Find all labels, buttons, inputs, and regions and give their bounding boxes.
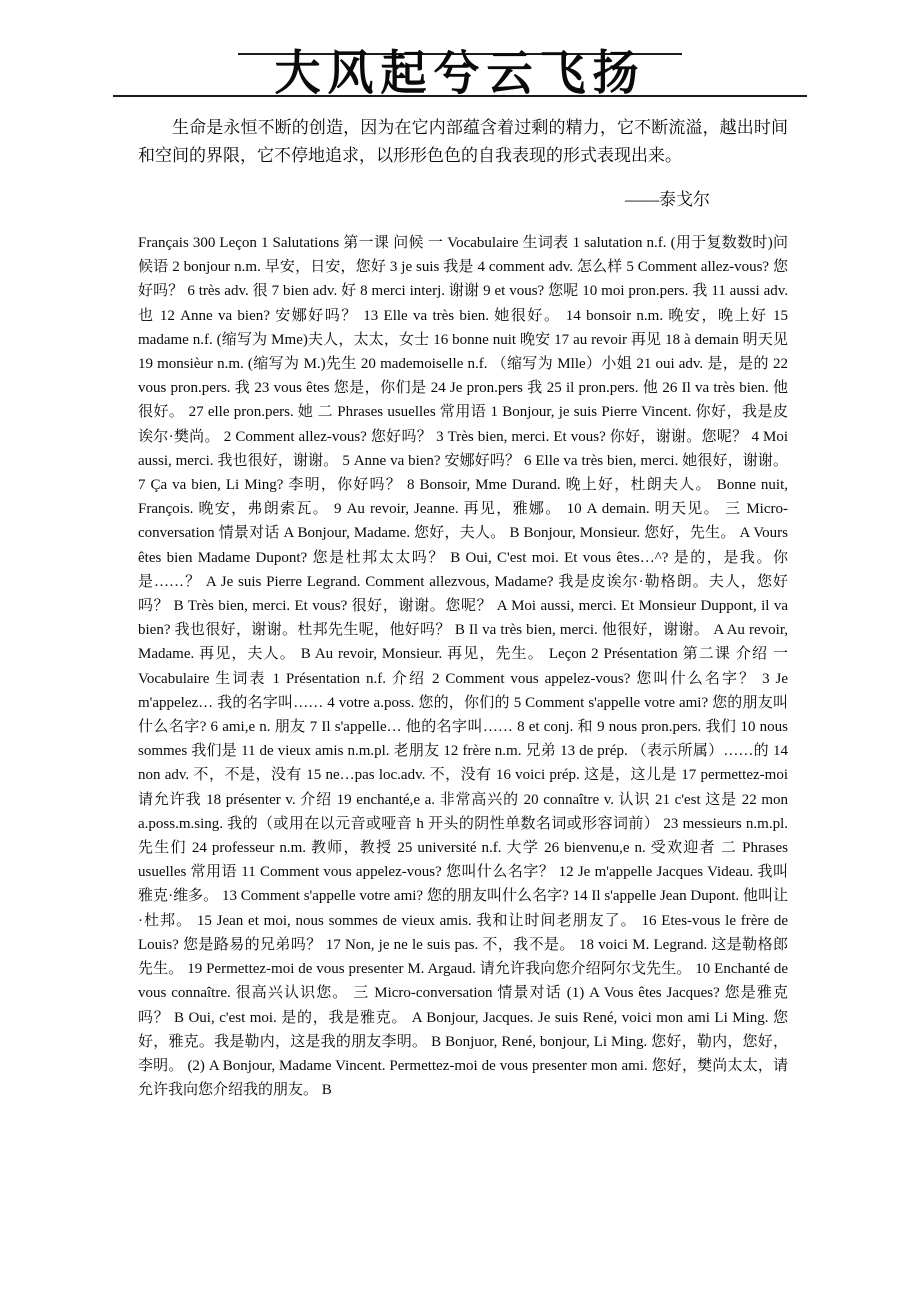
quote-attribution: ——泰戈尔 [625,190,710,209]
lesson-body-text: Français 300 Leçon 1 Salutations 第一课 问候 一 Vocabulaire 生词表 1 salutation n.f. (用于复数数时)问候语 2 bonjour n.m. 早安，日安，您好 3 je suis 我是 4 comment adv. 怎么样 5 Comment allez-vous? 您好吗？ 6 très adv. 很 7 bien adv. 好 8 merci interj. 谢谢 9 et vous? 您呢 10 moi pron.pers. 我 11 aussi adv. 也 12 Anne va bien? 安娜好吗？ 13 Elle va très bien. 她很好。 14 bonsoir n.m. 晚安，晚上好 15 madame n.f. (缩写为 Mme)夫人，太太，女士 16 bonne nuit 晚安 17 au revoir 再见 18 à demain 明天见 19 monsièur n.m. (缩写为 M.)先生 20 mademoiselle n.f. （缩写为 Mlle）小姐 21 oui adv. 是，是的 22 vous pron.pers. 我 23 vous êtes 您是，你们是 24 Je pron.pers 我 25 il pron.pers. 他 26 Il va très bien. 他很好。 27 elle pron.pers. 她 二 Phrases usuelles 常用语 1 Bonjour, je suis Pierre Vincent. 你好，我是皮诶尔·樊尚。 2 Comment allez-vous? 您好吗？ 3 Très bien, merci. Et vous? 你好，谢谢。您呢？ 4 Moi aussi, merci. 我也很好，谢谢。 5 Anne va bien? 安娜好吗？ 6 Elle va très bien, merci. 她很好，谢谢。 7 Ça va bien, Li Ming? 李明，你好吗？ 8 Bonsoir, Mme Durand. 晚上好，杜朗夫人。 Bonne nuit, François. 晚安，弗朗索瓦。 9 Au revoir, Jeanne. 再见，雅娜。 10 A demain. 明天见。 三 Micro-conversation 情景对话 A Bonjour, Madame. 您好，夫人。 B Bonjour, Monsieur. 您好，先生。 A Vours êtes bien Madame Dupont? 您是杜邦太太吗？ B Oui, C'est moi. Et vous êtes…^? 是的，是我。你是……？ A Je suis Pierre Legrand. Comment allezvous, Madame? 我是皮诶尔·勒格朗。夫人，您好吗？ B Très bien, merci. Et vous? 很好，谢谢。您呢？ A Moi aussi, merci. Et Monsieur Duppont, il va bien? 我也很好，谢谢。杜邦先生呢，他好吗？ B Il va très bien, merci. 他很好，谢谢。 A Au revoir, Madame. 再见，夫人。 B Au revoir, Monsieur. 再见，先生。 Leçon 2 Présentation 第二课 介绍 一 Vocabulaire 生词表 1 Présentation n.f. 介绍 2 Comment vous appelez-vous? 您叫什么名字？ 3 Je m'appelez… 我的名字叫…… 4 votre a.poss. 您的，你们的 5 Comment s'appelle votre ami? 您的朋友叫什么名字? 6 ami,e n. 朋友 7 Il s'appelle… 他的名字叫…… 8 et conj. 和 9 nous pron.pers. 我们 10 nous sommes 我们是 11 de vieux amis n.m.pl. 老朋友 12 frère n.m. 兄弟 13 de prép. （表示所属）……的 14 non adv. 不，不是，没有 15 ne…pas loc.adv. 不，没有 16 voici prép. 这是，这儿是 17 permettez-moi 请允许我 18 présenter v. 介绍 19 enchanté,e a. 非常高兴的 20 connaître v. 认识 21 c'est 这是 22 mon a.poss.m.sing. 我的（或用在以元音或哑音 h 开头的阴性单数名词或形容词前） 23 messieurs n.m.pl. 先生们 24 professeur n.m. 教师，教授 25 université n.f. 大学 26 bienvenu,e n. 受欢迎者 二 Phrases usuelles 常用语 11 Comment vous appelez-vous? 您叫什么名字？ 12 Je m'appelle Jacques Videau. 我叫雅克·维多。 13 Comment s'appelle votre ami? 您的朋友叫什么名字? 14 Il s'appelle Jean Dupont. 他叫让·杜邦。 15 Jean et moi, nous sommes de vieux amis. 我和让时间老朋友了。 16 Etes-vous le frère de Louis? 您是路易的兄弟吗？ 17 Non, je ne le suis pas. 不，我不是。 18 voici M. Legrand. 这是勒格郎先生。 19 Permettez-moi de vous presenter M. Argaud. 请允许我向您介绍阿尔戈先生。 10 Enchanté de vous connaître. 很高兴认识您。 三 Micro-conversation 情景对话 (1) A Vous êtes Jacques? 您是雅克吗？ B Oui, c'est moi. 是的，我是雅克。 A Bonjour, Jacques. Je suis René, voici mon ami Li Ming. 您好，雅克。我是勒内，这是我的朋友李明。 B Bonjuor, René, bonjour, Li Ming. 您好，勒内，您好，李明。 (2) A Bonjour, Madame Vincent. Permettez-moi de vous presenter mon ami. 您好，樊尚太太，请允许我向您介绍我的朋友。 B [138,235,788,1099]
quote-paragraph: 生命是永恒不断的创造，因为在它内部蕴含着过剩的精力，它不断流溢，越出时间和空间的界限，它不停地追求，以形形色色的自我表现的形式表现出来。 [138,118,788,165]
banner-title: 大风起兮云飞扬 [274,46,646,100]
